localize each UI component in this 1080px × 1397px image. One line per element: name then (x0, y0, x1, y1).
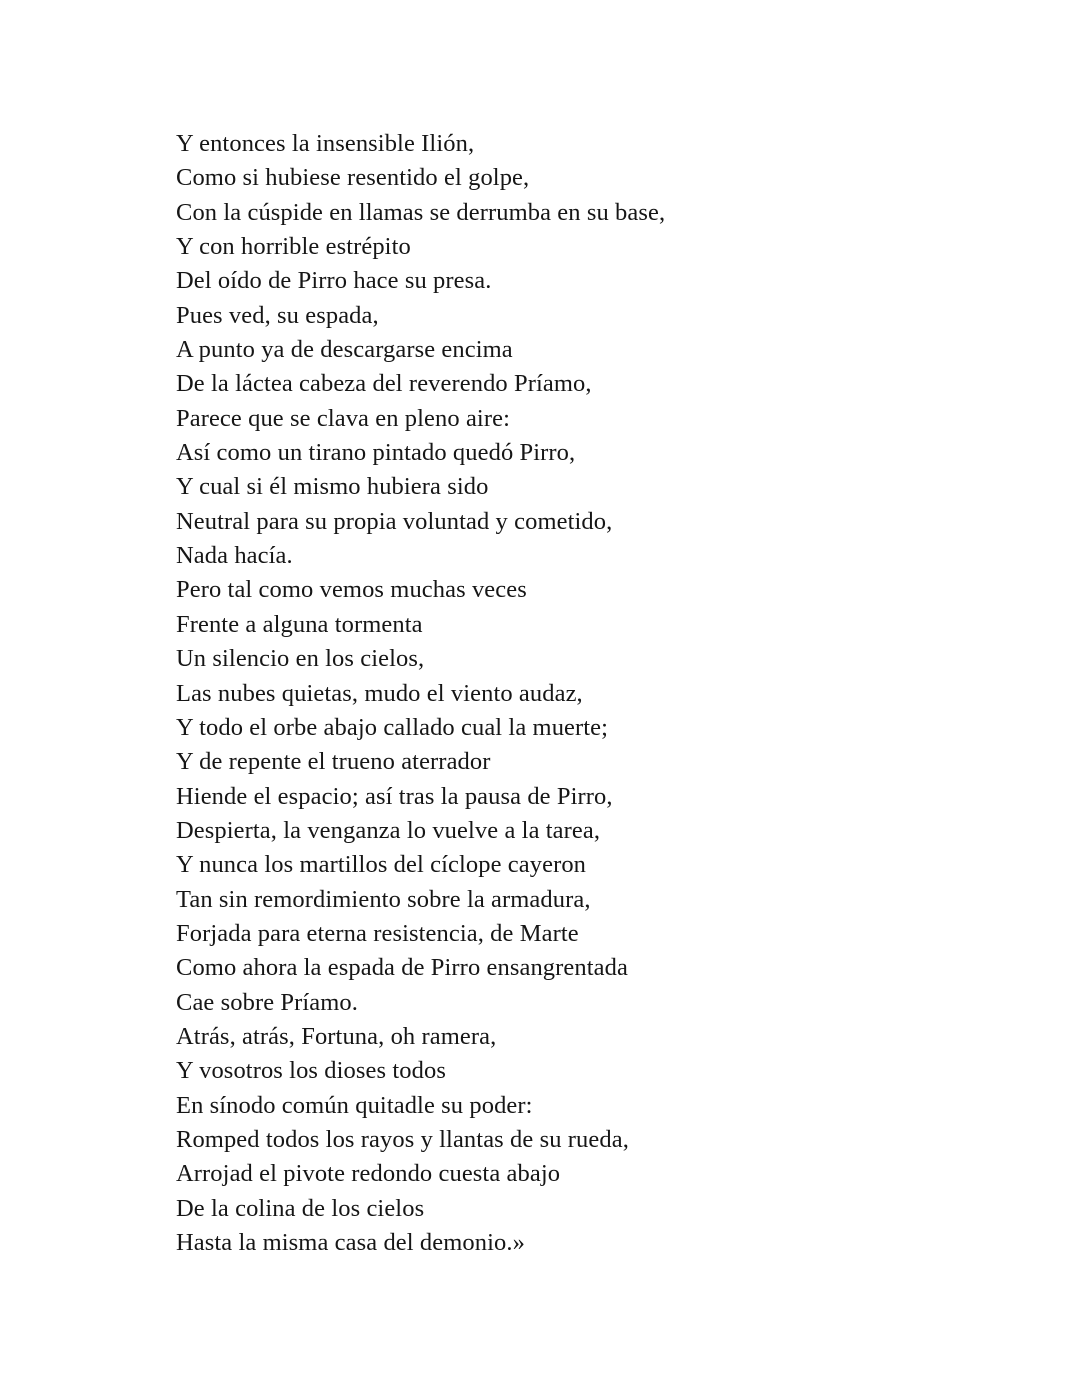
poem-line: Así como un tirano pintado quedó Pirro, (176, 439, 576, 467)
poem-line: A punto ya de descargarse encima (176, 336, 513, 364)
poem-line: Forjada para eterna resistencia, de Marte (176, 919, 579, 947)
poem-line: Y entonces la insensible Ilión, (176, 130, 475, 157)
poem-line: Atrás, atrás, Fortuna, oh ramera, (176, 1022, 497, 1050)
poem-line: Tan sin remordimiento sobre la armadura, (176, 885, 591, 913)
poem-line: Hasta la misma casa del demonio.» (176, 1229, 525, 1256)
poem-line: Pero tal como vemos muchas veces (176, 576, 527, 604)
poem-line: En sínodo común quitadle su poder: (176, 1091, 533, 1119)
poem-line: De la colina de los cielos (176, 1194, 425, 1222)
poem-line: Cae sobre Príamo. (176, 988, 359, 1016)
poem-line: Con la cúspide en llamas se derrumba en su base, (176, 198, 666, 226)
poem-line: Y con horrible estrépito (176, 233, 411, 261)
poem-line: Arrojad el pivote redondo cuesta abajo (176, 1160, 561, 1188)
poem-line: Y de repente el trueno aterrador (176, 748, 491, 776)
poem-line: Y cual si él mismo hubiera sido (176, 473, 489, 501)
poem-line: Del oído de Pirro hace su presa. (176, 267, 492, 295)
poem-line: Neutral para su propia voluntad y cometido, (176, 507, 613, 535)
poem-line: Nada hacía. (176, 542, 293, 570)
poem-text-block (176, 127, 1020, 1260)
poem-line: Pues ved, su espada, (176, 301, 379, 329)
poem-line: Despierta, la venganza lo vuelve a la tarea, (176, 816, 601, 844)
poem-line: Como si hubiese resentido el golpe, (176, 164, 530, 192)
poem-line: Y todo el orbe abajo callado cual la muerte; (176, 713, 609, 741)
poem-line: Frente a alguna tormenta (176, 610, 423, 638)
poem-line: Parece que se clava en pleno aire: (176, 404, 510, 432)
poem-line: Un silencio en los cielos, (176, 645, 425, 673)
poem-line: Y nunca los martillos del cíclope cayeron (176, 851, 587, 879)
poem-line: Y vosotros los dioses todos (176, 1057, 446, 1085)
poem-line: Las nubes quietas, mudo el viento audaz, (176, 679, 583, 707)
poem-line: Hiende el espacio; así tras la pausa de Pirro, (176, 782, 613, 810)
poem-line: Como ahora la espada de Pirro ensangrentada (176, 954, 628, 982)
poem-line: Romped todos los rayos y llantas de su rueda, (176, 1125, 629, 1153)
poem-line: De la láctea cabeza del reverendo Príamo, (176, 370, 592, 398)
